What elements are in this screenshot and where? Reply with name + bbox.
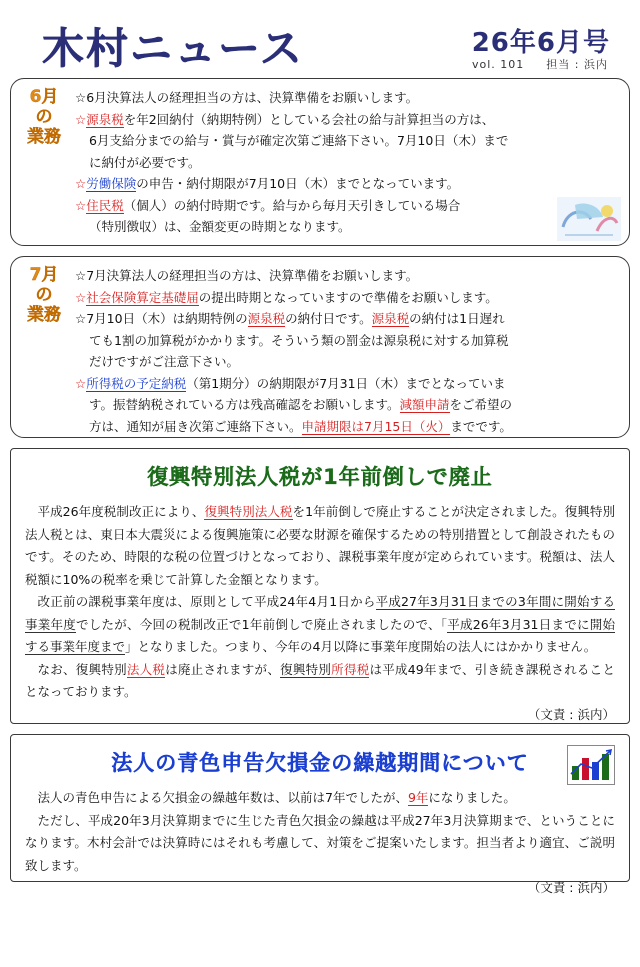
july-line-5: だけですがご注意下さい。 bbox=[89, 354, 240, 369]
page-title: 木村ニュース bbox=[42, 24, 304, 73]
july-label-c3: 業務 bbox=[27, 305, 61, 326]
june-label-c2: の bbox=[35, 107, 53, 128]
article-aoiro-loss bbox=[10, 734, 630, 895]
bar-chart-icon bbox=[567, 745, 615, 785]
july-line-4: ても1割の加算税がかかります。そういう類の罰金は源泉税に対する加算税 bbox=[89, 332, 509, 348]
july-line-6: ☆所得税の予定納税（第1期分）の納期限が7月31日（木）までとなっていま bbox=[75, 375, 506, 391]
june-line-5: ☆労働保険の申告・納付期限が7月10日（木）までとなっています。 bbox=[75, 176, 460, 191]
june-line-4: に納付が必要です。 bbox=[89, 154, 201, 170]
june-line-3: 6月支給分までの給与・賞与が確定次第ご連絡下さい。7月10日（木）まで bbox=[89, 133, 509, 148]
june-line-1: ☆6月決算法人の経理担当の方は、決算準備をお願いします。 bbox=[75, 90, 419, 105]
july-tasks-box bbox=[10, 256, 630, 438]
july-line-1: ☆7月決算法人の経理担当の方は、決算準備をお願いします。 bbox=[75, 268, 419, 283]
july-line-8: 方は、通知が届き次第ご連絡下さい。申請期限は7月15日（火）までです。 bbox=[89, 418, 512, 434]
article2-paragraph-1: 法人の青色申告による欠損金の繰越年数は、以前は7年でしたが、9年になりました。 bbox=[37, 790, 516, 805]
june-label bbox=[21, 87, 67, 147]
june-label-c3: 業務 bbox=[27, 127, 61, 148]
article1-paragraph-3: なお、復興特別法人税は廃止されますが、復興特別所得税は平成49年まで、引き続き課税されることとなっております。 （文責 : 浜内） bbox=[25, 659, 615, 727]
june-tasks-box bbox=[10, 78, 630, 246]
article1-paragraph-1: 平成26年度税制改正により、復興特別法人税を1年前倒しで廃止することが決定されました。復興特別法人税とは、東日本大震災による復興施策に必要な財源を確保するための特別措置として創設されたものです。そのため、時限的な税の位置づけとなっており、課税事業年度が定められています。税額は、法人税額に10%の税率を乗じて計算した金額となります。 bbox=[25, 504, 615, 587]
article1-heading: 復興特別法人税が1年前倒しで廃止 bbox=[147, 465, 493, 489]
june-line-2: ☆源泉税を年2回納付（納期特例）としている会社の給与計算担当の方は、 bbox=[75, 111, 495, 127]
umbrella-illustration-icon bbox=[557, 197, 621, 241]
article-fukko-tax bbox=[10, 448, 630, 724]
issue-label: 26年6月号 bbox=[471, 28, 610, 58]
june-task-list bbox=[75, 79, 617, 246]
volume-label: vol. 101 bbox=[472, 58, 525, 71]
article2-heading: 法人の青色申告欠損金の繰越期間について bbox=[111, 751, 529, 775]
june-line-6: ☆住民税（個人）の納付時期です。給与から毎月天引きしている場合 bbox=[75, 197, 461, 213]
july-line-3: ☆7月10日（木）は納期特例の源泉税の納付日です。源泉税の納付は1日遅れ bbox=[75, 311, 505, 326]
july-task-list bbox=[75, 257, 617, 445]
masthead bbox=[0, 0, 640, 78]
masthead-meta bbox=[472, 56, 608, 72]
article1-signature: （文責 : 浜内） bbox=[527, 706, 615, 722]
june-label-c1: 6月 bbox=[29, 87, 59, 107]
june-line-7: （特別徴収）は、金額変更の時期となります。 bbox=[89, 219, 351, 234]
charge-label: 担当 : 浜内 bbox=[546, 58, 608, 71]
article2-signature: （文責 : 浜内） bbox=[527, 880, 615, 895]
july-label-c1: 7月 bbox=[29, 265, 59, 285]
article1-paragraph-2: 改正前の課税事業年度は、原則として平成24年4月1日から平成27年3月31日までの3年間に開始する事業年度でしたが、今回の税制改正で1年前倒しで廃止されましたので、「平成26年3月31日までに開始する事業年度まで」となりました。つまり、今年の4月以降に事業年度開始の法人にはかかりません。 bbox=[25, 594, 615, 654]
july-line-2: ☆社会保険算定基礎届の提出時期となっていますので準備をお願いします。 bbox=[75, 289, 498, 305]
july-line-7: す。振替納税されている方は残高確認をお願いします。減額申請をご希望の bbox=[89, 397, 513, 412]
july-label bbox=[21, 265, 67, 325]
article2-paragraph-2: ただし、平成20年3月決算期までに生じた青色欠損金の繰越は平成27年3月決算期まで、ということになります。木村会計では決算時にはそれも考慮して、対策をご提案いたします。担当者より適宜、ご説明致します。 （文責 : 浜内） bbox=[25, 810, 615, 900]
july-label-c2: の bbox=[35, 285, 53, 306]
